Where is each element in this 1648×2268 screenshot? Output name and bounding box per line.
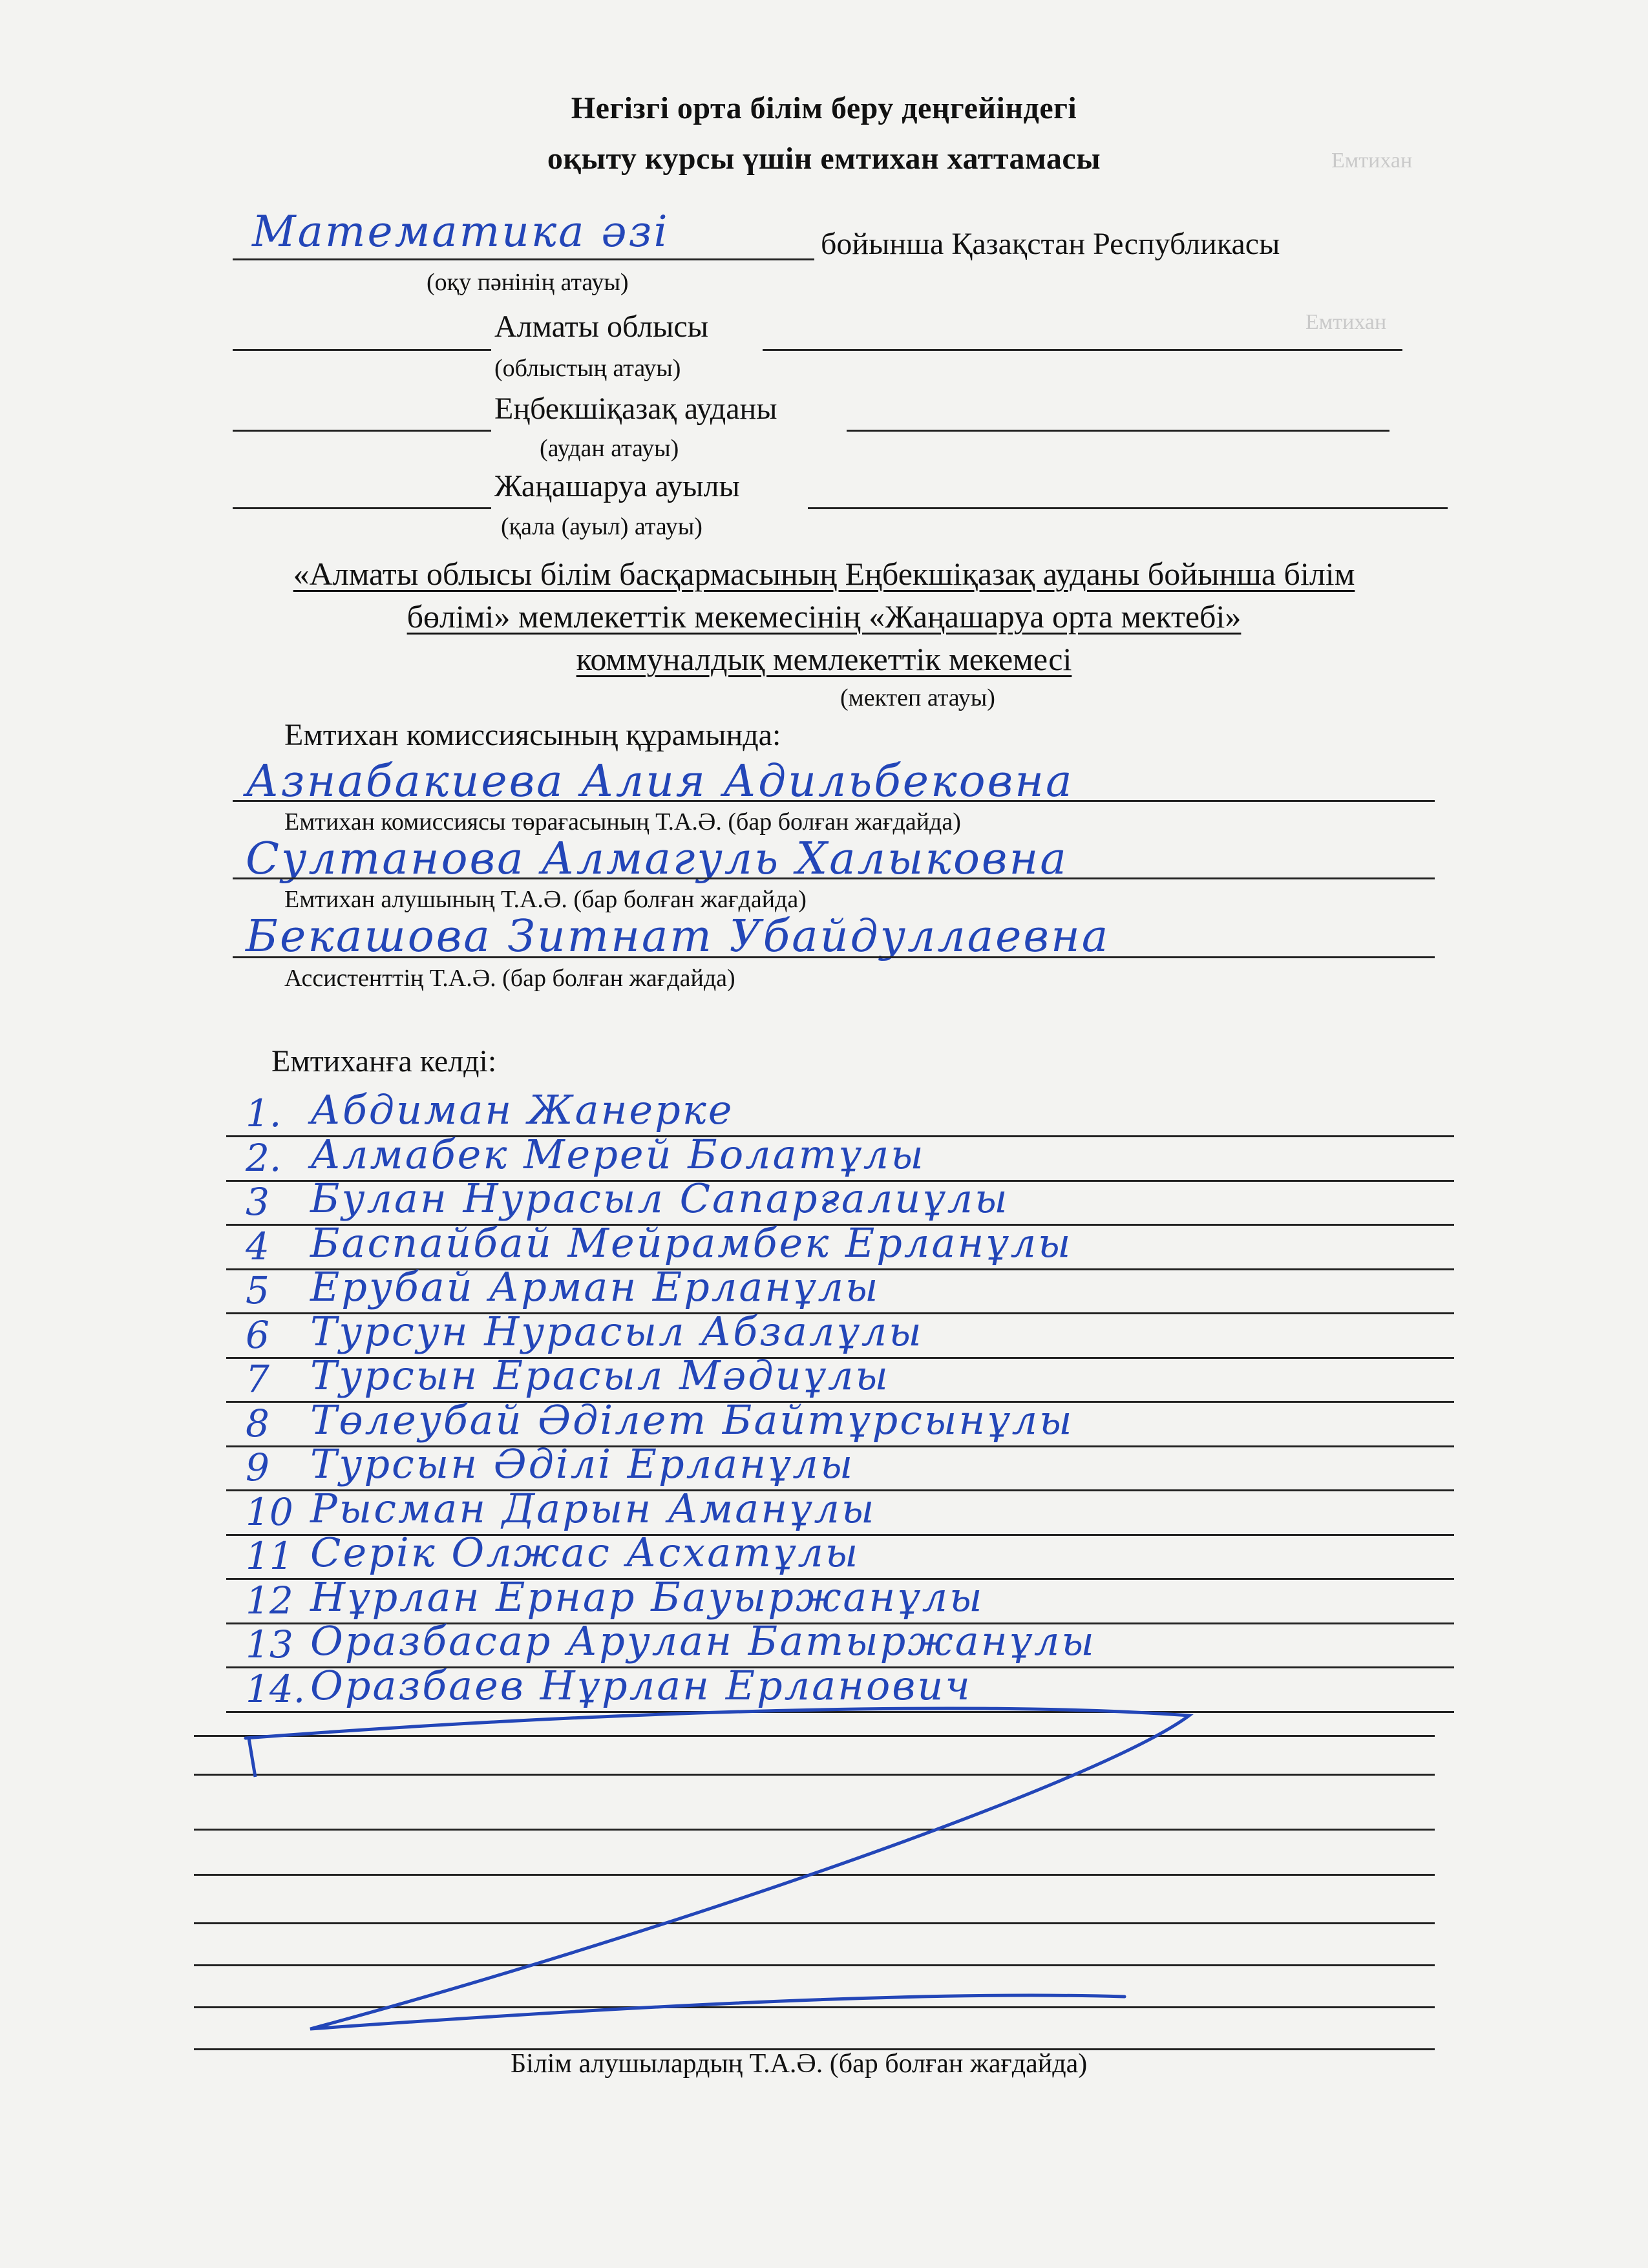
school-line1: «Алматы облысы білім басқармасының Еңбекшіқазақ ауданы бойынша білім xyxy=(293,556,1355,592)
subject-caption: (оқу пәнінің атауы) xyxy=(427,269,629,296)
student-number: 14. xyxy=(246,1666,306,1711)
bleed-through: Емтихан xyxy=(1305,310,1387,334)
student-number: 3 xyxy=(246,1180,269,1224)
chair-caption: Емтихан комиссиясы төрағасының Т.А.Ә. (бар болған жағдайда) xyxy=(284,808,961,835)
examiner-caption: Емтихан алушының Т.А.Ә. (бар болған жағдайда) xyxy=(284,886,807,913)
student-name: Оразбаев Нұрлан Ерланович xyxy=(310,1661,972,1709)
students-footer-caption: Білім алушылардың Т.А.Ә. (бар болған жағдайда) xyxy=(511,2049,1088,2079)
school-line2: бөлімі» мемлекеттік мекемесінің «Жаңашаруа орта мектебі» xyxy=(407,598,1241,635)
student-name: Турсын Әділі Ерланұлы xyxy=(310,1440,855,1487)
student-number: 13 xyxy=(246,1622,293,1666)
subject-handwritten: Математика әзі xyxy=(252,207,670,257)
commission-heading: Емтихан комиссиясының құрамында: xyxy=(284,718,781,752)
student-number: 8 xyxy=(246,1401,269,1445)
student-name: Абдиман Жанерке xyxy=(310,1086,734,1133)
student-name: Төлеубай Әділет Байтұрсынұлы xyxy=(310,1396,1074,1444)
school-line3: коммуналдық мемлекеттік мекемесі xyxy=(576,641,1072,677)
student-number: 12 xyxy=(246,1578,293,1622)
student-name: Серік Олжас Асхатұлы xyxy=(310,1529,860,1576)
region-value: Алматы облысы xyxy=(494,310,708,344)
student-number: 2. xyxy=(246,1135,282,1180)
village-value: Жаңашаруа ауылы xyxy=(494,469,740,503)
assistant-name: Бекашова Зитнат Убайдуллаевна xyxy=(246,911,1110,962)
chair-name: Азнабакиева Алия Адильбековна xyxy=(246,756,1074,807)
assistant-caption: Ассистенттің Т.А.Ә. (бар болған жағдайда) xyxy=(284,965,735,992)
student-name: Турсын Ерасыл Мәдиұлы xyxy=(310,1352,890,1399)
region-caption: (облыстың атауы) xyxy=(494,355,681,382)
student-name: Алмабек Мерей Болатұлы xyxy=(310,1130,925,1178)
student-name: Оразбасар Арулан Батыржанұлы xyxy=(310,1617,1096,1664)
subject-suffix: бойынша Қазақстан Республикасы xyxy=(821,227,1280,261)
student-number: 11 xyxy=(246,1534,293,1578)
examiner-name: Султанова Алмагуль Халыковна xyxy=(246,834,1068,885)
student-number: 9 xyxy=(246,1445,269,1489)
student-number: 7 xyxy=(246,1357,269,1401)
student-number: 10 xyxy=(246,1489,293,1534)
bleed-through: Емтихан xyxy=(1331,149,1413,173)
student-name: Турсун Нурасыл Абзалұлы xyxy=(310,1307,924,1355)
student-name: Нұрлан Ернар Бауыржанұлы xyxy=(310,1573,984,1621)
student-name: Ерубай Арман Ерланұлы xyxy=(310,1263,880,1310)
school-caption: (мектеп атауы) xyxy=(840,684,995,711)
student-number: 6 xyxy=(246,1312,269,1357)
title-line1: Негізгі орта білім беру деңгейіндегі xyxy=(571,91,1077,125)
district-value: Еңбекшіқазақ ауданы xyxy=(494,392,777,426)
student-number: 4 xyxy=(246,1224,269,1268)
student-name: Баспайбай Мейрамбек Ерланұлы xyxy=(310,1219,1073,1266)
title-line2: оқыту курсы үшін емтихан хаттамасы xyxy=(547,142,1101,176)
student-number: 5 xyxy=(246,1268,269,1312)
district-caption: (аудан атауы) xyxy=(540,435,679,462)
student-name: Рысман Дарын Аманұлы xyxy=(310,1484,876,1532)
village-caption: (қала (ауыл) атауы) xyxy=(501,513,703,540)
student-number: 1. xyxy=(246,1091,282,1135)
attendance-heading: Емтиханға келді: xyxy=(271,1044,497,1078)
student-name: Булан Нурасыл Сапарғалиұлы xyxy=(310,1175,1009,1222)
